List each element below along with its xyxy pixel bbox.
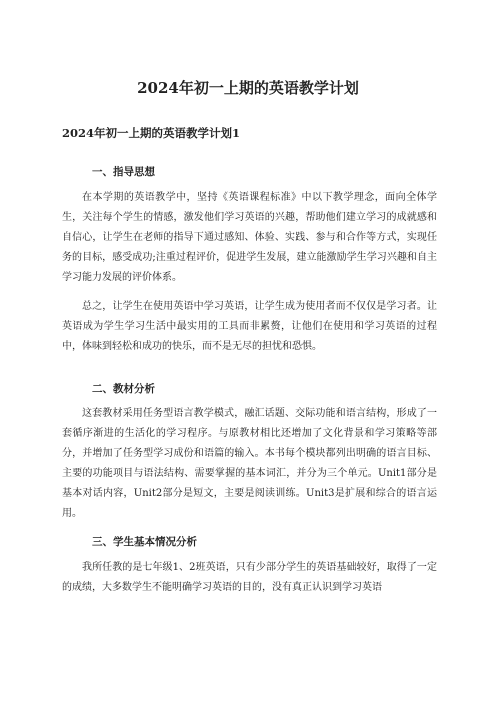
paragraph-guiding-ideology-1: 在本学期的英语教学中，坚持《英语课程标准》中以下教学理念，面向全体学生，关注每个学生的情感，激发他们学习英语的兴趣，帮助他们建立学习的成就感和自信心，让学生在老师的指导下通过感知、体验、实践、参与和合作等方式，实现任务的目标，感受成功;注重过程评价，促进学生发展，建立能激励学生学习兴趣和自主学习能力发展的评价体系。 xyxy=(62,192,437,283)
document-title: 2024年初一上期的英语教学计划 xyxy=(137,79,359,97)
paragraph-guiding-ideology-2: 总之，让学生在使用英语中学习英语，让学生成为使用者而不仅仅是学习者。让英语成为学生学习生活中最实用的工具而非累赘，让他们在使用和学习英语的过程中，体味到轻松和成功的快乐，而不是无尽的担忧和恐惧。 xyxy=(62,301,437,352)
paragraph-student-analysis: 我所任教的是七年级1、2班英语，只有少部分学生的英语基础较好，取得了一定的成绩，大多数学生不能明确学习英语的目的，没有真正认识到学习英语 xyxy=(62,562,437,593)
paragraph-textbook-analysis: 这套教材采用任务型语言教学模式，融汇话题、交际功能和语言结构，形成了一套循序渐进的生活化的学习程序。与原教材相比还增加了文化背景和学习策略等部分，并增加了任务型学习成份和语篇的输入。本书每个模块都列出明确的语言目标、主要的功能项目与语法结构、需要掌握的基本词汇，并分为三个单元。Unit1部分是基本对话内容，Unit2部分是短文，主要是阅读训练。Unit3是扩展和综合的语言运用。 xyxy=(62,408,437,519)
section-heading-guiding-ideology: 一、指导思想 xyxy=(92,166,155,178)
plan-subtitle: 2024年初一上期的英语教学计划1 xyxy=(62,126,241,140)
section-heading-textbook-analysis: 二、教材分析 xyxy=(92,383,155,395)
section-heading-student-analysis: 三、学生基本情况分析 xyxy=(92,536,197,548)
